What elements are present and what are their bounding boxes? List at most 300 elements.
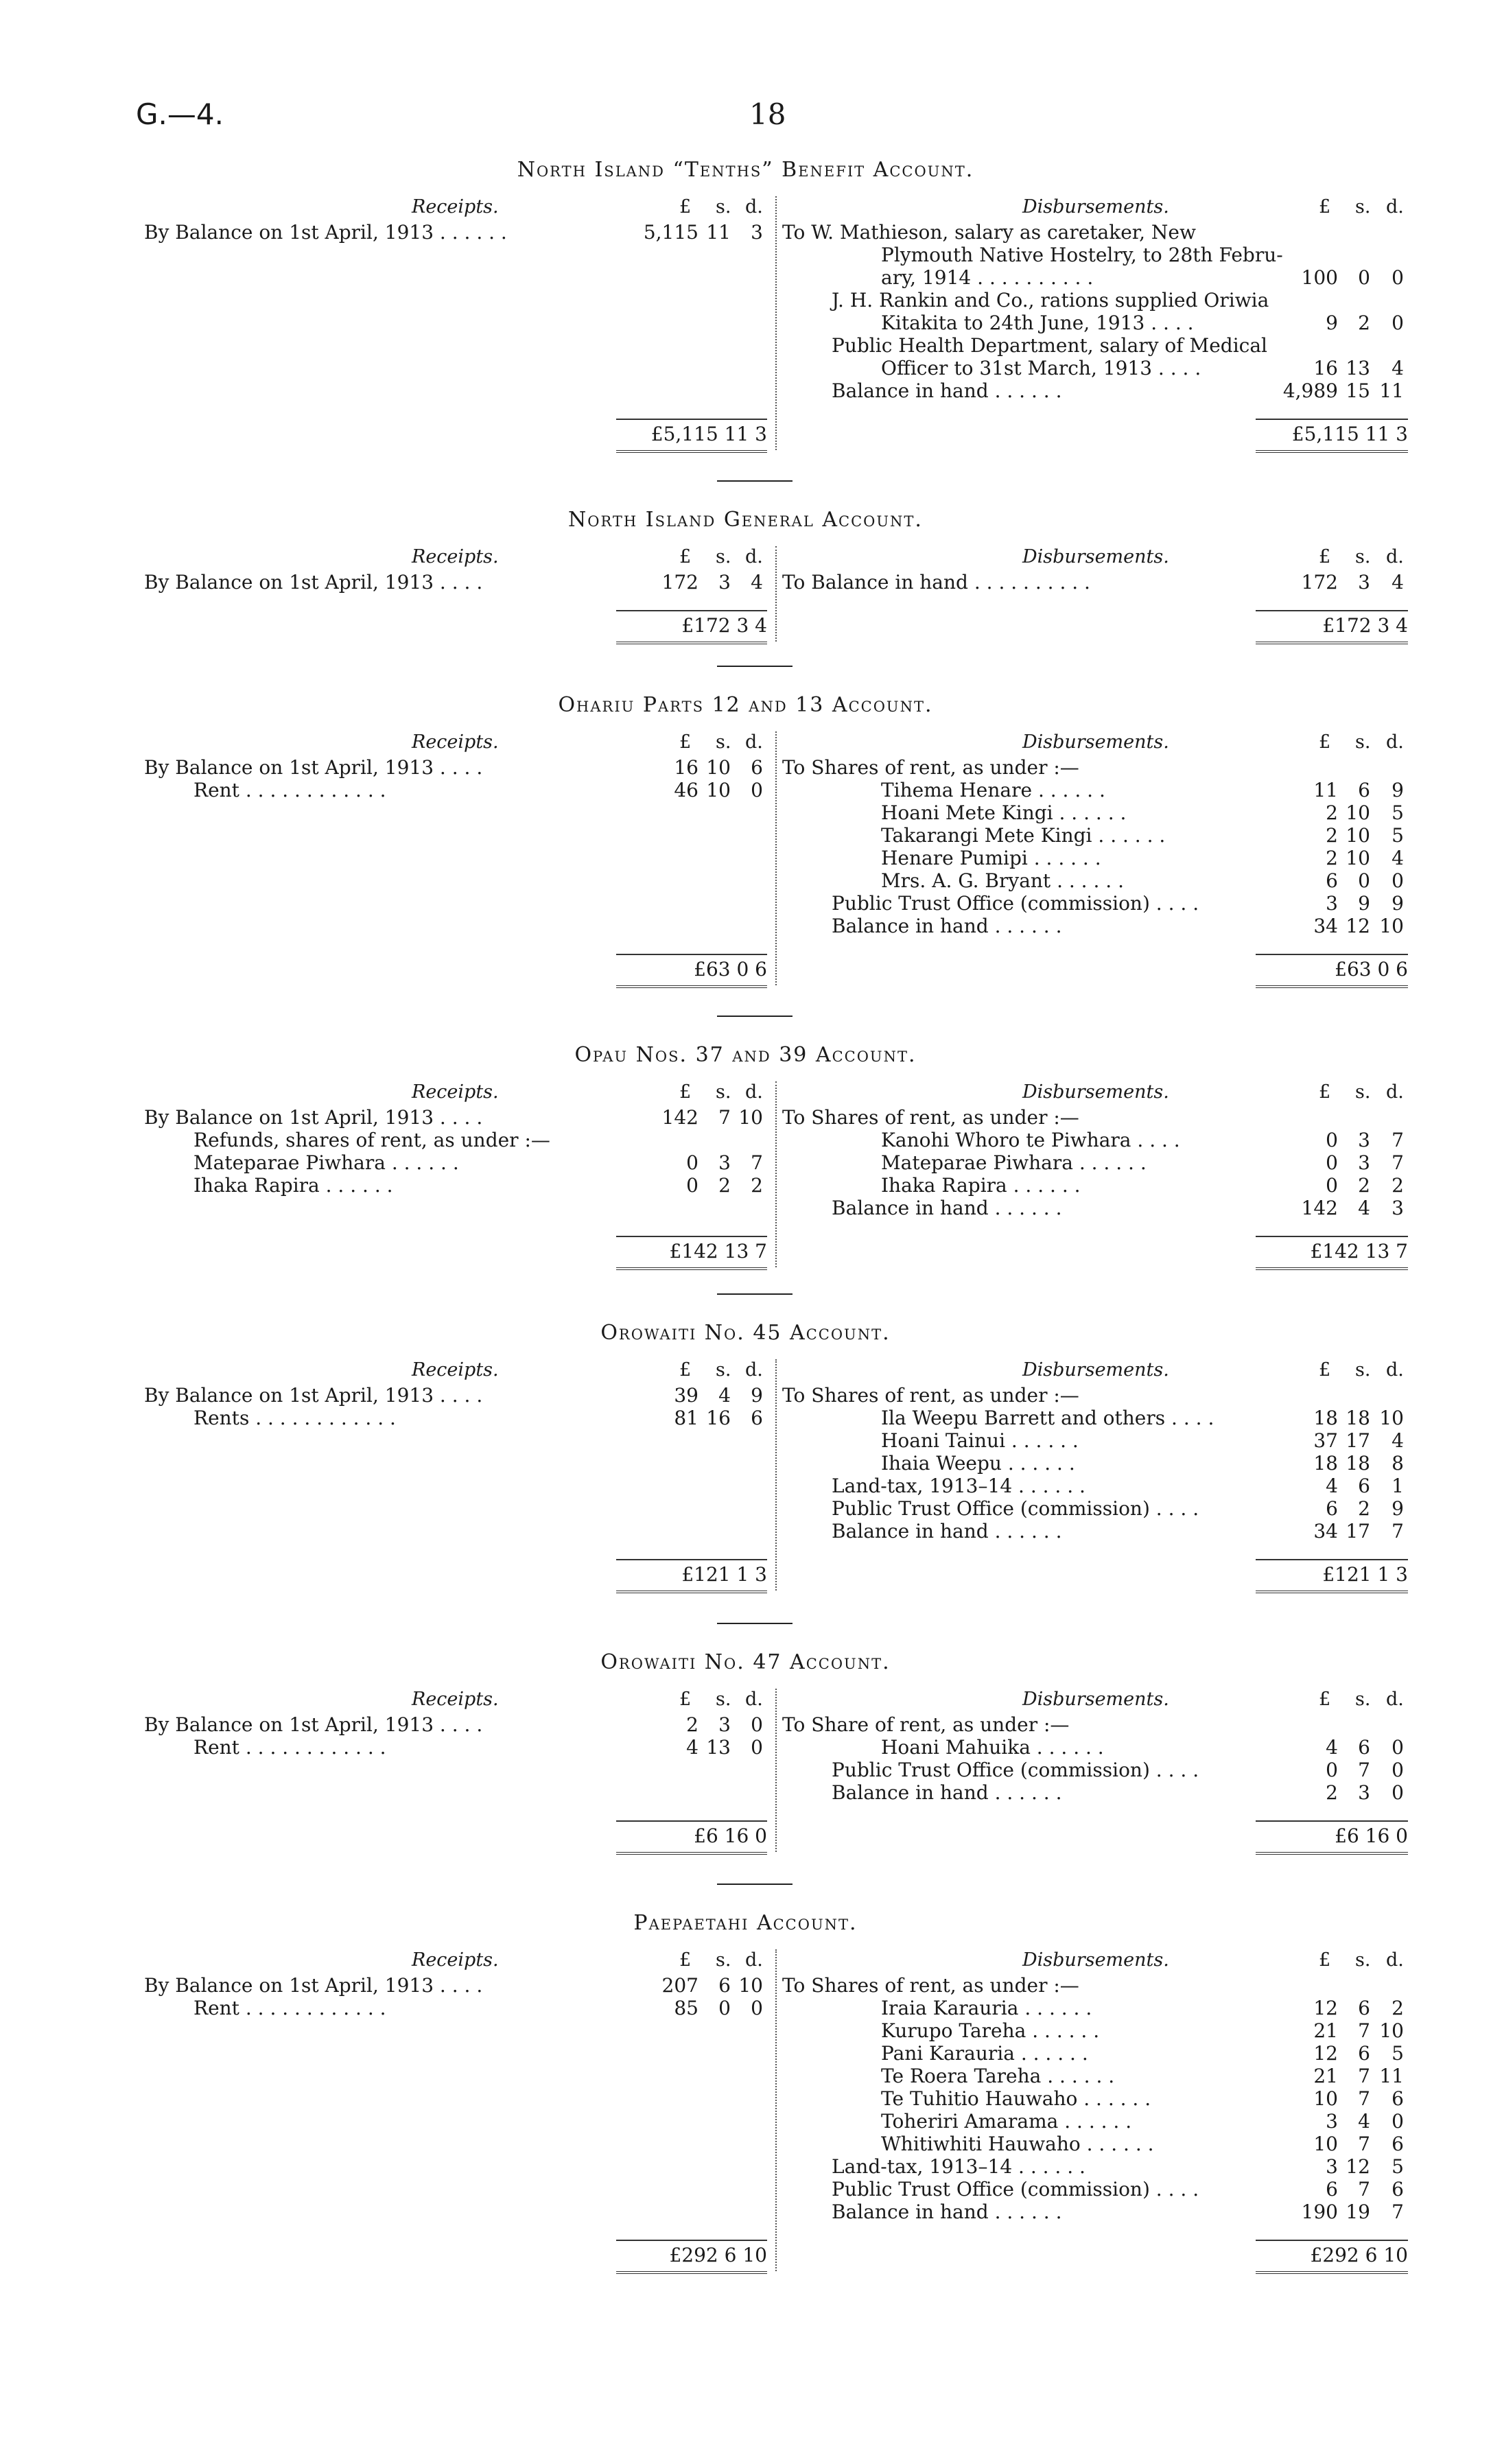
shillings-value: 15 bbox=[1346, 379, 1370, 402]
shillings-value: 12 bbox=[1346, 2155, 1370, 2178]
pounds-value: 34 bbox=[1313, 915, 1338, 937]
receipts-total-rule bbox=[616, 1559, 767, 1560]
right-pounds-heading: £ bbox=[1319, 1949, 1331, 1971]
page-number: 18 bbox=[749, 97, 786, 131]
disbursements-heading: Disbursements. bbox=[1022, 196, 1169, 218]
disbursement-row-text: Public Trust Office (commission) . . . . bbox=[832, 892, 1199, 915]
receipt-row-text: Rent . . . . . . . . . . . . bbox=[193, 779, 386, 801]
disbursement-row-text: Balance in hand . . . . . . bbox=[832, 915, 1062, 937]
disbursement-row-text: Public Health Department, salary of Medical bbox=[832, 334, 1267, 357]
pence-value: 2 bbox=[751, 1174, 763, 1197]
receipts-total: £121 1 3 bbox=[681, 1563, 767, 1586]
receipts-heading: Receipts. bbox=[412, 731, 499, 753]
shillings-value: 3 bbox=[718, 571, 731, 594]
receipt-row-text: By Balance on 1st April, 1913 . . . . bbox=[144, 1974, 483, 1997]
receipts-list bbox=[144, 1384, 770, 1429]
right-pounds-heading: £ bbox=[1319, 1359, 1331, 1381]
disbursement-row-text: To Shares of rent, as under :— bbox=[782, 1106, 1079, 1129]
disbursement-row bbox=[782, 779, 1411, 801]
pence-value: 9 bbox=[751, 1384, 763, 1407]
receipt-row bbox=[144, 1974, 770, 1997]
pounds-value: 100 bbox=[1301, 266, 1338, 289]
disbursement-row-text: Toheriri Amarama . . . . . . bbox=[881, 2110, 1132, 2133]
receipts-heading: Receipts. bbox=[412, 1359, 499, 1381]
disbursements-total-rule bbox=[1256, 2240, 1408, 2241]
right-pence-heading: d. bbox=[1386, 1359, 1404, 1381]
shillings-value: 0 bbox=[718, 1997, 731, 2019]
pounds-value: 12 bbox=[1313, 2042, 1338, 2065]
disbursements-total-double-rule bbox=[1256, 1852, 1408, 1855]
disbursement-row-text: Mrs. A. G. Bryant . . . . . . bbox=[881, 869, 1124, 892]
right-shillings-heading: s. bbox=[1355, 196, 1371, 218]
receipts-list bbox=[144, 1974, 770, 2019]
pounds-value: 4,989 bbox=[1282, 379, 1338, 402]
disbursement-row bbox=[782, 2155, 1411, 2178]
disbursements-total: £142 13 7 bbox=[1310, 1240, 1408, 1263]
page-header bbox=[0, 97, 1491, 139]
receipts-total-rule bbox=[616, 2240, 767, 2241]
left-pounds-heading: £ bbox=[679, 1359, 692, 1381]
pence-value: 3 bbox=[1392, 1197, 1404, 1219]
disbursements-list bbox=[782, 1384, 1411, 1542]
receipts-total-rule bbox=[616, 954, 767, 955]
disbursement-row-text: Henare Pumipi . . . . . . bbox=[881, 847, 1101, 869]
disbursements-heading: Disbursements. bbox=[1022, 1949, 1169, 1971]
pence-value: 11 bbox=[1379, 379, 1404, 402]
receipt-row-text: By Balance on 1st April, 1913 . . . . bbox=[144, 1384, 483, 1407]
pounds-value: 16 bbox=[1313, 357, 1338, 379]
column-separator bbox=[775, 1359, 777, 1591]
shillings-value: 3 bbox=[718, 1151, 731, 1174]
shillings-value: 17 bbox=[1346, 1520, 1370, 1542]
receipts-total: £292 6 10 bbox=[669, 2244, 767, 2266]
disbursements-total-double-rule bbox=[1256, 1591, 1408, 1593]
receipts-total: £5,115 11 3 bbox=[650, 423, 767, 445]
pounds-value: 0 bbox=[1326, 1759, 1338, 1781]
pence-value: 10 bbox=[1379, 2019, 1404, 2042]
disbursement-row bbox=[782, 289, 1411, 312]
disbursements-total: £6 16 0 bbox=[1335, 1824, 1408, 1847]
pence-value: 6 bbox=[751, 1407, 763, 1429]
shillings-value: 4 bbox=[1358, 2110, 1370, 2133]
disbursements-total-double-rule bbox=[1256, 2271, 1408, 2274]
right-shillings-heading: s. bbox=[1355, 1949, 1371, 1971]
disbursement-row bbox=[782, 1106, 1411, 1129]
disbursement-row-text: To Shares of rent, as under :— bbox=[782, 1974, 1079, 1997]
receipts-total-rule bbox=[616, 1236, 767, 1237]
pounds-value: 5,115 bbox=[643, 221, 698, 244]
section-divider bbox=[717, 1016, 793, 1017]
shillings-value: 12 bbox=[1346, 915, 1370, 937]
column-separator bbox=[775, 1081, 777, 1267]
disbursement-row-text: Balance in hand . . . . . . bbox=[832, 1781, 1062, 1804]
pounds-value: 190 bbox=[1301, 2201, 1338, 2223]
left-pounds-heading: £ bbox=[679, 1081, 692, 1103]
disbursements-total-rule bbox=[1256, 1559, 1408, 1560]
shillings-value: 10 bbox=[1346, 847, 1370, 869]
pounds-value: 142 bbox=[1301, 1197, 1338, 1219]
shillings-value: 6 bbox=[718, 1974, 731, 1997]
receipt-row bbox=[144, 1129, 770, 1151]
pounds-value: 34 bbox=[1313, 1520, 1338, 1542]
receipt-row bbox=[144, 1407, 770, 1429]
shillings-value: 0 bbox=[1358, 266, 1370, 289]
receipts-total: £142 13 7 bbox=[669, 1240, 767, 1263]
disbursement-row bbox=[782, 221, 1411, 244]
shillings-value: 2 bbox=[1358, 1497, 1370, 1520]
receipts-heading: Receipts. bbox=[412, 1081, 499, 1103]
pounds-value: 11 bbox=[1313, 779, 1338, 801]
left-pence-heading: d. bbox=[745, 1949, 763, 1971]
account-title: Orowaiti No. 45 Account. bbox=[600, 1321, 891, 1345]
disbursement-row-text: Takarangi Mete Kingi . . . . . . bbox=[881, 824, 1166, 847]
pence-value: 10 bbox=[738, 1974, 763, 1997]
disbursement-row-text: ary, 1914 . . . . . . . . . . bbox=[881, 266, 1094, 289]
pounds-value: 4 bbox=[1326, 1736, 1338, 1759]
disbursement-row bbox=[782, 571, 1411, 594]
disbursement-row-text: To W. Mathieson, salary as caretaker, New bbox=[782, 221, 1196, 244]
disbursement-row bbox=[782, 2178, 1411, 2201]
section-divider bbox=[717, 1884, 793, 1885]
pence-value: 6 bbox=[751, 756, 763, 779]
account-title: Ohariu Parts 12 and 13 Account. bbox=[558, 693, 933, 717]
account-title: North Island “Tenths” Benefit Account. bbox=[517, 158, 974, 182]
pounds-value: 2 bbox=[686, 1713, 698, 1736]
shillings-value: 2 bbox=[1358, 312, 1370, 334]
pence-value: 7 bbox=[1392, 1129, 1404, 1151]
disbursements-total-rule bbox=[1256, 610, 1408, 611]
left-shillings-heading: s. bbox=[716, 1949, 731, 1971]
disbursements-total-double-rule bbox=[1256, 985, 1408, 988]
disbursement-row-text: Tihema Henare . . . . . . bbox=[881, 779, 1105, 801]
pence-value: 0 bbox=[1392, 266, 1404, 289]
pounds-value: 81 bbox=[674, 1407, 698, 1429]
disbursement-row bbox=[782, 756, 1411, 779]
disbursements-total: £172 3 4 bbox=[1322, 614, 1408, 637]
pence-value: 5 bbox=[1392, 2155, 1404, 2178]
left-pounds-heading: £ bbox=[679, 546, 692, 567]
disbursements-heading: Disbursements. bbox=[1022, 546, 1169, 567]
pence-value: 0 bbox=[1392, 869, 1404, 892]
pence-value: 4 bbox=[1392, 847, 1404, 869]
right-pounds-heading: £ bbox=[1319, 196, 1331, 218]
pence-value: 0 bbox=[1392, 1736, 1404, 1759]
left-shillings-heading: s. bbox=[716, 1359, 731, 1381]
receipt-row-text: Rent . . . . . . . . . . . . bbox=[193, 1736, 386, 1759]
receipts-total-rule bbox=[616, 610, 767, 611]
pence-value: 9 bbox=[1392, 892, 1404, 915]
pence-value: 4 bbox=[1392, 571, 1404, 594]
disbursement-row bbox=[782, 1174, 1411, 1197]
receipt-row bbox=[144, 756, 770, 779]
right-pence-heading: d. bbox=[1386, 1081, 1404, 1103]
pence-value: 0 bbox=[1392, 312, 1404, 334]
disbursements-heading: Disbursements. bbox=[1022, 1081, 1169, 1103]
disbursement-row-text: To Shares of rent, as under :— bbox=[782, 756, 1079, 779]
receipt-row-text: Rents . . . . . . . . . . . . bbox=[193, 1407, 396, 1429]
disbursement-row bbox=[782, 2201, 1411, 2223]
shillings-value: 13 bbox=[1346, 357, 1370, 379]
pence-value: 10 bbox=[738, 1106, 763, 1129]
shillings-value: 7 bbox=[718, 1106, 731, 1129]
right-pence-heading: d. bbox=[1386, 1949, 1404, 1971]
right-pounds-heading: £ bbox=[1319, 1081, 1331, 1103]
disbursement-row bbox=[782, 915, 1411, 937]
disbursement-row-text: Kurupo Tareha . . . . . . bbox=[881, 2019, 1100, 2042]
receipts-heading: Receipts. bbox=[412, 1949, 499, 1971]
disbursements-total-rule bbox=[1256, 954, 1408, 955]
receipt-row-text: By Balance on 1st April, 1913 . . . . bbox=[144, 571, 483, 594]
pence-value: 5 bbox=[1392, 2042, 1404, 2065]
receipt-row-text: Rent . . . . . . . . . . . . bbox=[193, 1997, 386, 2019]
disbursement-row-text: Public Trust Office (commission) . . . . bbox=[832, 2178, 1199, 2201]
disbursement-row bbox=[782, 1129, 1411, 1151]
pence-value: 11 bbox=[1379, 2065, 1404, 2087]
receipts-list bbox=[144, 221, 770, 244]
disbursement-row bbox=[782, 1407, 1411, 1429]
column-separator bbox=[775, 196, 777, 450]
column-separator bbox=[775, 731, 777, 985]
left-pence-heading: d. bbox=[745, 546, 763, 567]
shillings-value: 10 bbox=[706, 756, 731, 779]
disbursement-row bbox=[782, 1520, 1411, 1542]
disbursement-row bbox=[782, 1781, 1411, 1804]
account-title: Orowaiti No. 47 Account. bbox=[600, 1650, 891, 1674]
pence-value: 0 bbox=[1392, 1781, 1404, 1804]
report-reference: G.—4. bbox=[136, 97, 224, 131]
shillings-value: 9 bbox=[1358, 892, 1370, 915]
disbursement-row-text: Public Trust Office (commission) . . . . bbox=[832, 1497, 1199, 1520]
pounds-value: 6 bbox=[1326, 1497, 1338, 1520]
receipt-row bbox=[144, 1151, 770, 1174]
section-divider bbox=[717, 1293, 793, 1295]
disbursement-row-text: J. H. Rankin and Co., rations supplied Oriwia bbox=[832, 289, 1269, 312]
shillings-value: 17 bbox=[1346, 1429, 1370, 1452]
disbursement-row-text: Land-tax, 1913–14 . . . . . . bbox=[832, 1475, 1085, 1497]
disbursement-row-text: Plymouth Native Hostelry, to 28th Febru- bbox=[881, 244, 1283, 266]
column-separator bbox=[775, 546, 777, 642]
disbursement-row-text: Te Tuhitio Hauwaho . . . . . . bbox=[881, 2087, 1151, 2110]
receipts-heading: Receipts. bbox=[412, 1689, 499, 1710]
pounds-value: 172 bbox=[1301, 571, 1338, 594]
section-divider bbox=[717, 666, 793, 667]
pounds-value: 18 bbox=[1313, 1452, 1338, 1475]
disbursement-row bbox=[782, 266, 1411, 289]
pounds-value: 2 bbox=[1326, 801, 1338, 824]
disbursements-total-rule bbox=[1256, 1236, 1408, 1237]
receipt-row bbox=[144, 1384, 770, 1407]
right-pence-heading: d. bbox=[1386, 1689, 1404, 1710]
disbursements-list bbox=[782, 1713, 1411, 1804]
account-title: Paepaetahi Account. bbox=[633, 1911, 858, 1935]
shillings-value: 6 bbox=[1358, 1475, 1370, 1497]
receipt-row bbox=[144, 1997, 770, 2019]
pounds-value: 46 bbox=[674, 779, 698, 801]
right-shillings-heading: s. bbox=[1355, 1359, 1371, 1381]
pence-value: 6 bbox=[1392, 2087, 1404, 2110]
shillings-value: 2 bbox=[718, 1174, 731, 1197]
column-separator bbox=[775, 1949, 777, 2271]
pounds-value: 39 bbox=[674, 1384, 698, 1407]
pounds-value: 6 bbox=[1326, 2178, 1338, 2201]
pounds-value: 207 bbox=[661, 1974, 698, 1997]
disbursements-total: £121 1 3 bbox=[1322, 1563, 1408, 1586]
disbursement-row-text: Iraia Karauria . . . . . . bbox=[881, 1997, 1092, 2019]
left-pounds-heading: £ bbox=[679, 196, 692, 218]
shillings-value: 19 bbox=[1346, 2201, 1370, 2223]
pounds-value: 21 bbox=[1313, 2065, 1338, 2087]
disbursement-row bbox=[782, 1497, 1411, 1520]
left-pence-heading: d. bbox=[745, 196, 763, 218]
disbursement-row bbox=[782, 2110, 1411, 2133]
shillings-value: 6 bbox=[1358, 1997, 1370, 2019]
receipts-total-double-rule bbox=[616, 1267, 767, 1270]
pounds-value: 9 bbox=[1326, 312, 1338, 334]
disbursement-row-text: Ihaia Weepu . . . . . . bbox=[881, 1452, 1075, 1475]
left-pence-heading: d. bbox=[745, 1359, 763, 1381]
left-shillings-heading: s. bbox=[716, 196, 731, 218]
shillings-value: 0 bbox=[1358, 869, 1370, 892]
shillings-value: 6 bbox=[1358, 779, 1370, 801]
receipts-total: £63 0 6 bbox=[694, 958, 767, 981]
shillings-value: 4 bbox=[1358, 1197, 1370, 1219]
receipt-row-text: By Balance on 1st April, 1913 . . . . bbox=[144, 1713, 483, 1736]
pence-value: 0 bbox=[751, 779, 763, 801]
shillings-value: 16 bbox=[706, 1407, 731, 1429]
pounds-value: 2 bbox=[1326, 824, 1338, 847]
pounds-value: 0 bbox=[686, 1151, 698, 1174]
disbursements-heading: Disbursements. bbox=[1022, 1689, 1169, 1710]
receipts-list bbox=[144, 571, 770, 594]
disbursement-row bbox=[782, 892, 1411, 915]
receipts-total: £172 3 4 bbox=[681, 614, 767, 637]
disbursement-row-text: Hoani Mete Kingi . . . . . . bbox=[881, 801, 1127, 824]
receipt-row-text: Mateparae Piwhara . . . . . . bbox=[193, 1151, 459, 1174]
receipt-row bbox=[144, 1174, 770, 1197]
disbursements-list bbox=[782, 221, 1411, 402]
pounds-value: 18 bbox=[1313, 1407, 1338, 1429]
shillings-value: 7 bbox=[1358, 2178, 1370, 2201]
shillings-value: 18 bbox=[1346, 1452, 1370, 1475]
shillings-value: 10 bbox=[1346, 824, 1370, 847]
pence-value: 2 bbox=[1392, 1174, 1404, 1197]
pounds-value: 2 bbox=[1326, 1781, 1338, 1804]
disbursement-row-text: Ila Weepu Barrett and others . . . . bbox=[881, 1407, 1214, 1429]
receipts-total-rule bbox=[616, 419, 767, 420]
disbursement-row bbox=[782, 1429, 1411, 1452]
pounds-value: 6 bbox=[1326, 869, 1338, 892]
receipt-row-text: Refunds, shares of rent, as under :— bbox=[193, 1129, 550, 1151]
disbursement-row bbox=[782, 312, 1411, 334]
disbursement-row-text: Te Roera Tareha . . . . . . bbox=[881, 2065, 1115, 2087]
pence-value: 7 bbox=[1392, 1151, 1404, 1174]
disbursement-row-text: Hoani Mahuika . . . . . . bbox=[881, 1736, 1104, 1759]
disbursement-row bbox=[782, 1974, 1411, 1997]
pounds-value: 3 bbox=[1326, 2155, 1338, 2178]
pence-value: 1 bbox=[1392, 1475, 1404, 1497]
left-pounds-heading: £ bbox=[679, 1949, 692, 1971]
disbursement-row bbox=[782, 1197, 1411, 1219]
shillings-value: 3 bbox=[1358, 571, 1370, 594]
receipts-total-double-rule bbox=[616, 450, 767, 453]
receipt-row bbox=[144, 1736, 770, 1759]
shillings-value: 3 bbox=[718, 1713, 731, 1736]
pence-value: 0 bbox=[1392, 1759, 1404, 1781]
disbursement-row-text: Balance in hand . . . . . . bbox=[832, 2201, 1062, 2223]
pence-value: 9 bbox=[1392, 779, 1404, 801]
disbursement-row bbox=[782, 244, 1411, 266]
receipt-row bbox=[144, 1106, 770, 1129]
pounds-value: 0 bbox=[1326, 1151, 1338, 1174]
disbursement-row bbox=[782, 1997, 1411, 2019]
disbursement-row-text: Pani Karauria . . . . . . bbox=[881, 2042, 1088, 2065]
left-shillings-heading: s. bbox=[716, 546, 731, 567]
disbursement-row-text: To Share of rent, as under :— bbox=[782, 1713, 1070, 1736]
pence-value: 0 bbox=[751, 1713, 763, 1736]
shillings-value: 10 bbox=[706, 779, 731, 801]
receipts-heading: Receipts. bbox=[412, 196, 499, 218]
shillings-value: 3 bbox=[1358, 1781, 1370, 1804]
disbursement-row bbox=[782, 824, 1411, 847]
shillings-value: 18 bbox=[1346, 1407, 1370, 1429]
disbursement-row bbox=[782, 1736, 1411, 1759]
receipts-total-double-rule bbox=[616, 1591, 767, 1593]
disbursements-total: £63 0 6 bbox=[1335, 958, 1408, 981]
disbursement-row-text: Ihaka Rapira . . . . . . bbox=[881, 1174, 1081, 1197]
pence-value: 0 bbox=[751, 1997, 763, 2019]
disbursement-row bbox=[782, 2133, 1411, 2155]
disbursements-list bbox=[782, 1974, 1411, 2223]
disbursement-row bbox=[782, 2087, 1411, 2110]
pence-value: 4 bbox=[1392, 357, 1404, 379]
pounds-value: 0 bbox=[1326, 1174, 1338, 1197]
disbursement-row-text: Officer to 31st March, 1913 . . . . bbox=[881, 357, 1201, 379]
column-separator bbox=[775, 1689, 777, 1852]
disbursement-row-text: Whitiwhiti Hauwaho . . . . . . bbox=[881, 2133, 1154, 2155]
disbursement-row-text: Mateparae Piwhara . . . . . . bbox=[881, 1151, 1147, 1174]
shillings-value: 6 bbox=[1358, 1736, 1370, 1759]
receipts-total-rule bbox=[616, 1820, 767, 1822]
left-pence-heading: d. bbox=[745, 1689, 763, 1710]
shillings-value: 2 bbox=[1358, 1174, 1370, 1197]
receipt-row bbox=[144, 221, 770, 244]
pence-value: 0 bbox=[751, 1736, 763, 1759]
pence-value: 4 bbox=[1392, 1429, 1404, 1452]
pounds-value: 12 bbox=[1313, 1997, 1338, 2019]
pounds-value: 0 bbox=[686, 1174, 698, 1197]
pounds-value: 16 bbox=[674, 756, 698, 779]
receipts-total: £6 16 0 bbox=[694, 1824, 767, 1847]
right-pounds-heading: £ bbox=[1319, 731, 1331, 753]
disbursements-list bbox=[782, 756, 1411, 937]
disbursement-row-text: Kanohi Whoro te Piwhara . . . . bbox=[881, 1129, 1180, 1151]
disbursement-row-text: Balance in hand . . . . . . bbox=[832, 1197, 1062, 1219]
pounds-value: 4 bbox=[686, 1736, 698, 1759]
disbursements-list bbox=[782, 1106, 1411, 1219]
disbursements-total: £292 6 10 bbox=[1310, 2244, 1408, 2266]
pounds-value: 172 bbox=[661, 571, 698, 594]
right-shillings-heading: s. bbox=[1355, 546, 1371, 567]
disbursement-row bbox=[782, 1384, 1411, 1407]
left-pence-heading: d. bbox=[745, 731, 763, 753]
receipts-heading: Receipts. bbox=[412, 546, 499, 567]
pounds-value: 142 bbox=[661, 1106, 698, 1129]
disbursements-total: £5,115 11 3 bbox=[1291, 423, 1408, 445]
disbursement-row-text: Hoani Tainui . . . . . . bbox=[881, 1429, 1079, 1452]
shillings-value: 7 bbox=[1358, 1759, 1370, 1781]
disbursement-row bbox=[782, 1452, 1411, 1475]
right-pence-heading: d. bbox=[1386, 546, 1404, 567]
